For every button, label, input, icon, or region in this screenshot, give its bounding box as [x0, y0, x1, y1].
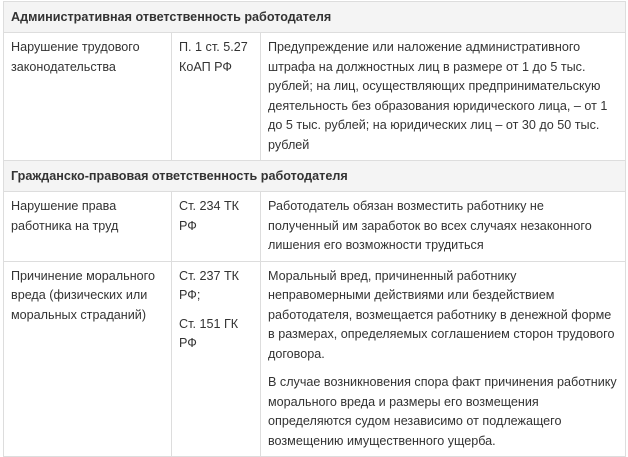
table-row	[4, 33, 626, 161]
violation-text: Нарушение трудового законодательства	[11, 40, 140, 74]
section-header-row	[4, 2, 626, 33]
section-heading-civil: Гражданско-правовая ответственность работодателя	[4, 161, 626, 192]
section-heading-administrative: Административная ответственность работодателя	[4, 2, 626, 33]
article-cell	[172, 261, 261, 457]
violation-cell	[4, 192, 172, 262]
article-cell	[172, 33, 261, 161]
article-cell	[172, 192, 261, 262]
article-text: П. 1 ст. 5.27 КоАП РФ	[179, 40, 248, 74]
consequence-cell	[261, 261, 626, 457]
consequence-text: В случае возникновения спора факт причинения работнику морального вреда и размеры его возмещения определяются судом независимо от подлежащего возмещению имущественного ущерба.	[268, 375, 617, 448]
consequence-cell	[261, 33, 626, 161]
violation-cell	[4, 33, 172, 161]
violation-cell	[4, 261, 172, 457]
violation-text: Нарушение права работника на труд	[11, 199, 119, 233]
consequence-text: Работодатель обязан возместить работнику не полученный им заработок во всех случаях незаконного лишения его возможности трудиться	[268, 199, 592, 252]
article-text: Ст. 151 ГК РФ	[179, 316, 239, 350]
consequence-cell	[261, 192, 626, 262]
violation-text: Причинение морального вреда (физических или моральных страданий)	[11, 268, 155, 322]
table-row	[4, 192, 626, 262]
section-header-row	[4, 161, 626, 192]
article-text: Ст. 237 ТК РФ;	[179, 268, 240, 302]
article-text: Ст. 234 ТК РФ	[179, 199, 240, 233]
consequence-text: Предупреждение или наложение административного штрафа на должностных лиц в размере от 1 до 5 тыс. рублей; на лиц, осуществляющих предпринимательскую деятельность без образования юридического лица, – от 1 до 5 тыс. рублей; на юридических лиц – от 30 до 50 тыс. рублей	[268, 40, 608, 152]
table-row	[4, 261, 626, 457]
liability-table	[3, 1, 626, 457]
consequence-text: Моральный вред, причиненный работнику неправомерными действиями или бездействием работодателя, возмещается работнику в денежной форме в размерах, определяемых соглашением сторон трудового договора.	[268, 268, 615, 361]
